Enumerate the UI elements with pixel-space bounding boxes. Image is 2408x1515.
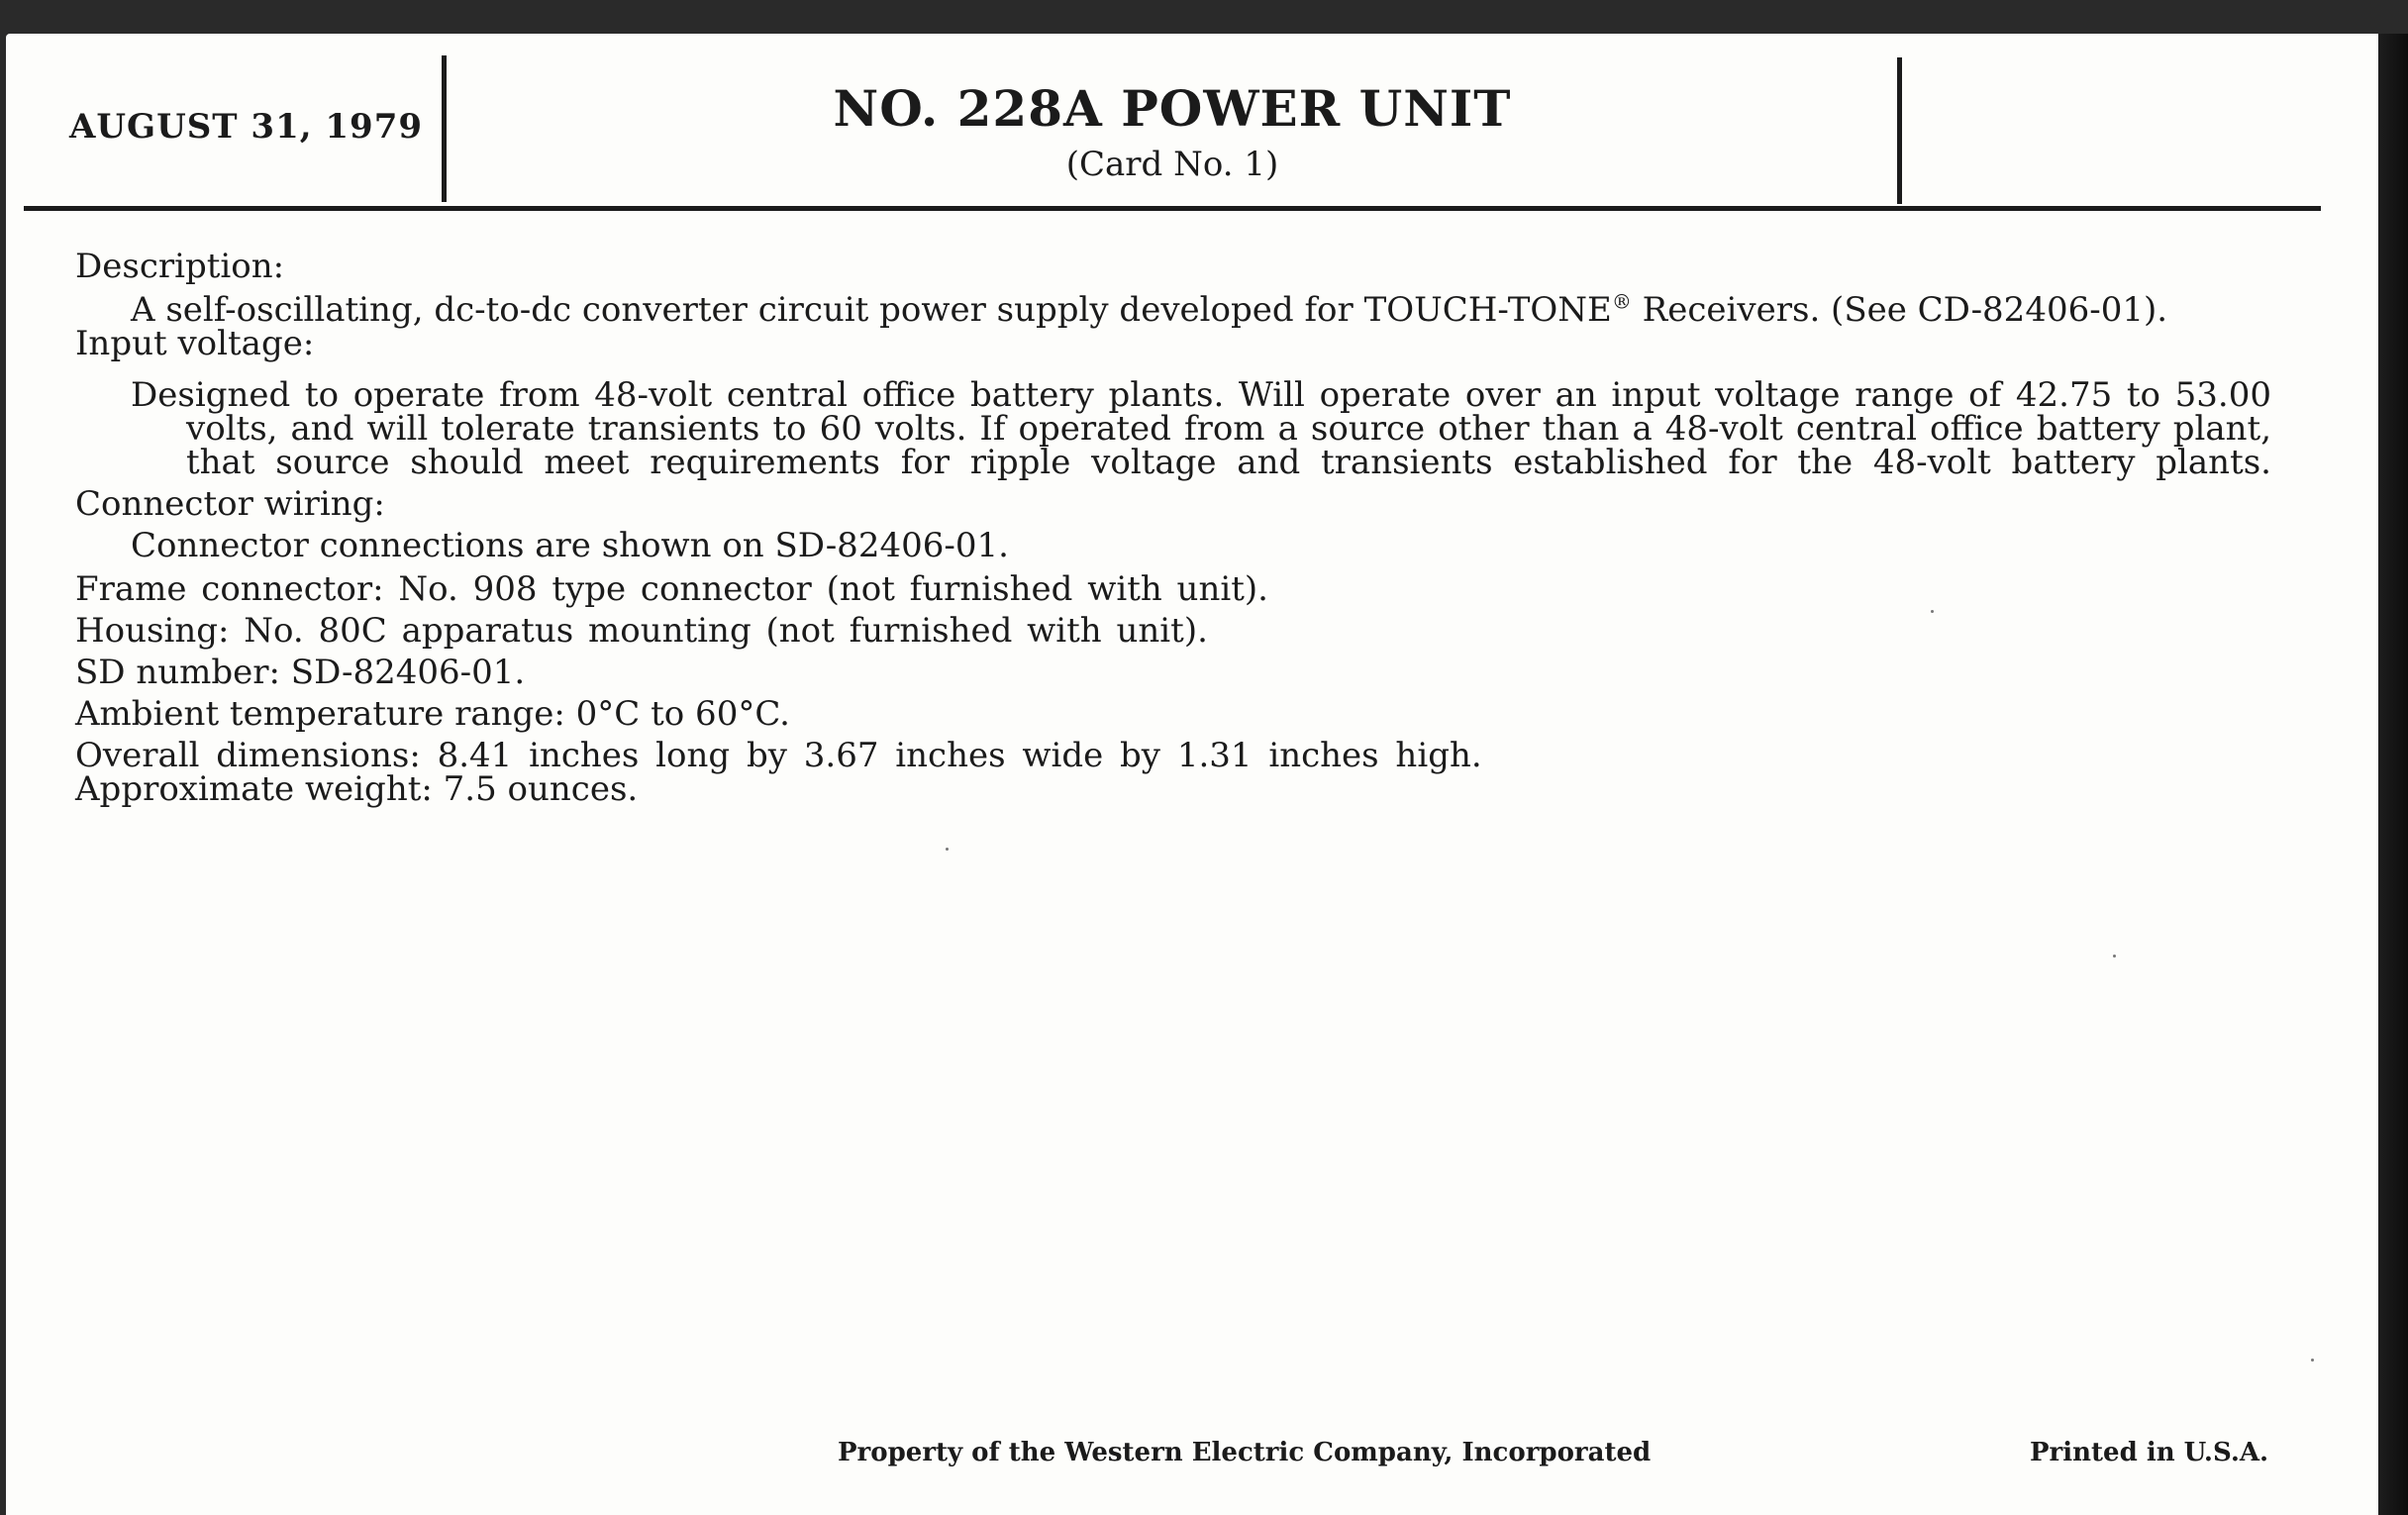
housing: Housing: No. 80C apparatus mounting (not furnished with unit).	[75, 611, 1208, 651]
connector-wiring-text: Connector connections are shown on SD-82406-01.	[131, 526, 1009, 565]
input-voltage-label: Input voltage:	[75, 324, 315, 363]
frame-connector: Frame connector: No. 908 type connector (not furnished with unit).	[75, 569, 1268, 609]
description-text	[75, 289, 2273, 330]
input-voltage-text: Designed to operate from 48-volt central office battery plants. Will operate over an input voltage range of 42.75 to 53.00 volts, and will tolerate transients to 60 volts. If operated from a source other than a 48-volt central office battery plant, that source should meet requirements for ripple voltage and transients established for the 48-volt battery plants.	[131, 375, 2271, 482]
card-title: NO. 228A POWER UNIT	[833, 79, 1512, 138]
header-divider-left	[442, 55, 447, 202]
connector-wiring-label: Connector wiring:	[75, 484, 385, 524]
description-text-before: A self-oscillating, dc-to-dc converter circuit power supply developed for TOUCH-TONE	[131, 290, 1612, 330]
card-subtitle: (Card No. 1)	[1065, 145, 1279, 184]
card-body	[75, 247, 2273, 809]
description-text-after: Receivers. (See CD-82406-01).	[1631, 290, 2168, 330]
overall-dimensions: Overall dimensions: 8.41 inches long by 3.67 inches wide by 1.31 inches high.	[75, 736, 1482, 775]
sd-number: SD number: SD-82406-01.	[75, 653, 526, 692]
approximate-weight: Approximate weight: 7.5 ounces.	[75, 769, 639, 809]
ambient-temperature: Ambient temperature range: 0°C to 60°C.	[75, 694, 790, 734]
footer-printed: Printed in U.S.A.	[2030, 1438, 2269, 1467]
scan-speck	[946, 848, 949, 851]
header-rule	[24, 206, 2321, 211]
footer-property: Property of the Western Electric Company, Incorporated	[838, 1438, 1652, 1467]
card-date: AUGUST 31, 1979	[69, 107, 424, 147]
scan-speck	[1931, 610, 1934, 613]
scan-speck	[2311, 1359, 2314, 1362]
registered-mark: ®	[1611, 289, 1632, 314]
scan-speck	[2113, 955, 2116, 958]
description-label: Description:	[75, 247, 285, 286]
header-divider-right	[1897, 57, 1902, 204]
scan-edge-shadow	[2378, 34, 2408, 1515]
